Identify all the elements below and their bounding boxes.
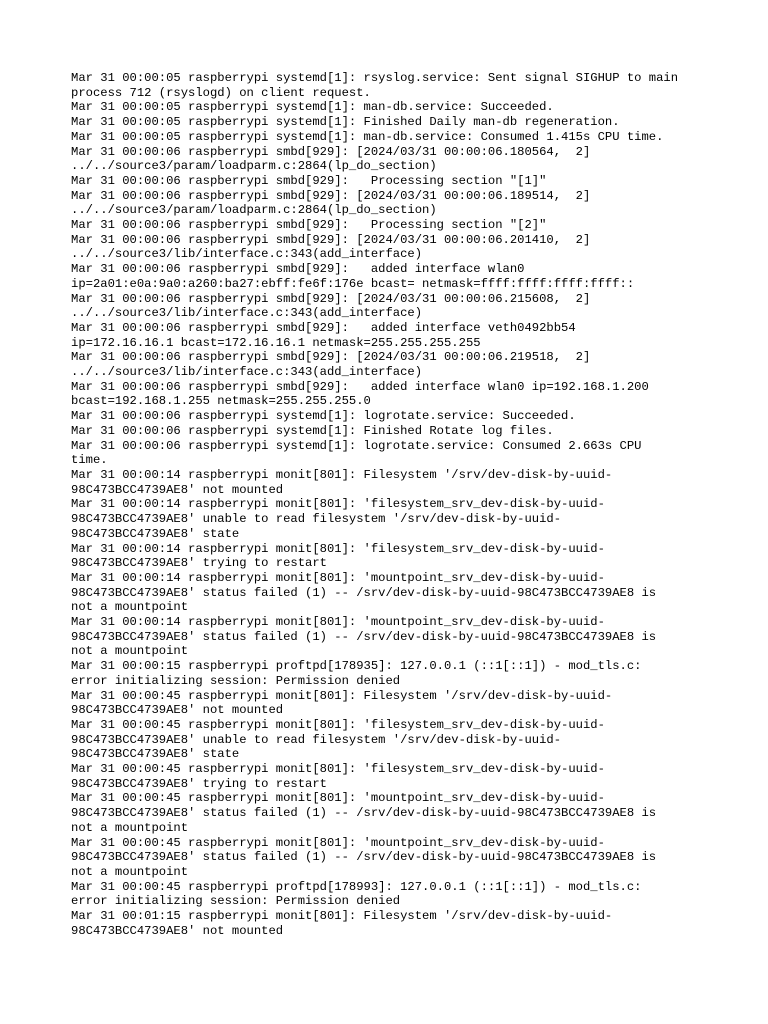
- log-line: error initializing session: Permission denied: [71, 673, 401, 688]
- log-line: not a mountpoint: [71, 644, 189, 659]
- log-line: Mar 31 00:00:14 raspberrypi monit[801]: Filesystem '/srv/dev-disk-by-uuid-: [71, 467, 613, 482]
- log-line: 98C473BCC4739AE8' not mounted: [71, 923, 284, 938]
- log-line: Mar 31 00:00:14 raspberrypi monit[801]: 'mountpoint_srv_dev-disk-by-uuid-: [71, 615, 605, 630]
- log-line: Mar 31 00:00:06 raspberrypi smbd[929]: [2024/03/31 00:00:06.180564, 2]: [71, 144, 591, 159]
- log-line: error initializing session: Permission denied: [71, 894, 401, 909]
- log-line: 98C473BCC4739AE8' unable to read filesystem '/srv/dev-disk-by-uuid-: [71, 732, 562, 747]
- log-line: Mar 31 00:00:06 raspberrypi smbd[929]: added interface wlan0 ip=192.168.1.200: [71, 379, 649, 394]
- log-line: 98C473BCC4739AE8' not mounted: [71, 482, 284, 497]
- log-line: Mar 31 00:00:06 raspberrypi smbd[929]: added interface wlan0: [71, 262, 525, 277]
- log-line: Mar 31 00:00:06 raspberrypi smbd[929]: Processing section "[2]": [71, 218, 547, 233]
- log-line: bcast=192.168.1.255 netmask=255.255.255.0: [71, 394, 371, 409]
- log-line: Mar 31 00:00:14 raspberrypi monit[801]: 'mountpoint_srv_dev-disk-by-uuid-: [71, 570, 605, 585]
- log-line: 98C473BCC4739AE8' not mounted: [71, 703, 284, 718]
- log-line: Mar 31 00:00:14 raspberrypi monit[801]: 'filesystem_srv_dev-disk-by-uuid-: [71, 541, 605, 556]
- log-line: Mar 31 00:00:06 raspberrypi smbd[929]: [2024/03/31 00:00:06.219518, 2]: [71, 350, 591, 365]
- log-line: ip=172.16.16.1 bcast=172.16.16.1 netmask=255.255.255.255: [71, 335, 481, 350]
- log-line: 98C473BCC4739AE8' state: [71, 526, 240, 541]
- log-line: Mar 31 00:00:05 raspberrypi systemd[1]: rsyslog.service: Sent signal SIGHUP to main: [71, 71, 679, 85]
- log-line: Mar 31 00:00:06 raspberrypi smbd[929]: [2024/03/31 00:00:06.189514, 2]: [71, 188, 591, 203]
- log-line: process 712 (rsyslogd) on client request.: [71, 85, 371, 100]
- log-line: Mar 31 00:00:45 raspberrypi monit[801]: 'filesystem_srv_dev-disk-by-uuid-: [71, 762, 605, 777]
- log-line: Mar 31 00:00:05 raspberrypi systemd[1]: man-db.service: Consumed 1.415s CPU time.: [71, 129, 664, 144]
- log-line: Mar 31 00:00:05 raspberrypi systemd[1]: man-db.service: Succeeded.: [71, 100, 554, 115]
- log-line: Mar 31 00:00:45 raspberrypi monit[801]: 'mountpoint_srv_dev-disk-by-uuid-: [71, 791, 605, 806]
- log-line: Mar 31 00:00:45 raspberrypi monit[801]: 'filesystem_srv_dev-disk-by-uuid-: [71, 717, 605, 732]
- log-line: not a mountpoint: [71, 864, 189, 879]
- log-line: Mar 31 00:00:45 raspberrypi monit[801]: Filesystem '/srv/dev-disk-by-uuid-: [71, 688, 613, 703]
- log-line: 98C473BCC4739AE8' status failed (1) -- /srv/dev-disk-by-uuid-98C473BCC4739AE8 is: [71, 629, 657, 644]
- log-line: ../../source3/param/loadparm.c:2864(lp_do_section): [71, 203, 437, 218]
- log-line: 98C473BCC4739AE8' status failed (1) -- /srv/dev-disk-by-uuid-98C473BCC4739AE8 is: [71, 850, 657, 865]
- log-line: not a mountpoint: [71, 600, 189, 615]
- log-line: ../../source3/lib/interface.c:343(add_interface): [71, 306, 423, 321]
- log-line: Mar 31 00:00:06 raspberrypi smbd[929]: Processing section "[1]": [71, 173, 547, 188]
- log-line: 98C473BCC4739AE8' state: [71, 747, 240, 762]
- log-line: not a mountpoint: [71, 820, 189, 835]
- log-line: ../../source3/lib/interface.c:343(add_interface): [71, 247, 423, 262]
- log-line: 98C473BCC4739AE8' trying to restart: [71, 776, 327, 791]
- log-line: ../../source3/lib/interface.c:343(add_interface): [71, 365, 423, 380]
- log-line: 98C473BCC4739AE8' status failed (1) -- /srv/dev-disk-by-uuid-98C473BCC4739AE8 is: [71, 585, 657, 600]
- log-line: Mar 31 00:00:06 raspberrypi systemd[1]: Finished Rotate log files.: [71, 423, 554, 438]
- log-document: [71, 71, 711, 938]
- log-line: ip=2a01:e0a:9a0:a260:ba27:ebff:fe6f:176e bcast= netmask=ffff:ffff:ffff:ffff::: [71, 276, 635, 291]
- log-line: Mar 31 00:00:06 raspberrypi smbd[929]: added interface veth0492bb54: [71, 320, 576, 335]
- log-line: time.: [71, 453, 108, 468]
- log-line: Mar 31 00:01:15 raspberrypi monit[801]: Filesystem '/srv/dev-disk-by-uuid-: [71, 909, 613, 924]
- log-line: Mar 31 00:00:45 raspberrypi proftpd[178993]: 127.0.0.1 (::1[::1]) - mod_tls.c:: [71, 879, 642, 894]
- log-line: Mar 31 00:00:45 raspberrypi monit[801]: 'mountpoint_srv_dev-disk-by-uuid-: [71, 835, 605, 850]
- log-line: 98C473BCC4739AE8' status failed (1) -- /srv/dev-disk-by-uuid-98C473BCC4739AE8 is: [71, 806, 657, 821]
- log-line: Mar 31 00:00:06 raspberrypi systemd[1]: logrotate.service: Succeeded.: [71, 409, 576, 424]
- log-line: Mar 31 00:00:14 raspberrypi monit[801]: 'filesystem_srv_dev-disk-by-uuid-: [71, 497, 605, 512]
- log-line: ../../source3/param/loadparm.c:2864(lp_do_section): [71, 159, 437, 174]
- log-line: Mar 31 00:00:06 raspberrypi systemd[1]: logrotate.service: Consumed 2.663s CPU: [71, 438, 642, 453]
- log-line: 98C473BCC4739AE8' trying to restart: [71, 556, 327, 571]
- log-line: Mar 31 00:00:15 raspberrypi proftpd[178935]: 127.0.0.1 (::1[::1]) - mod_tls.c:: [71, 659, 642, 674]
- log-line: 98C473BCC4739AE8' unable to read filesystem '/srv/dev-disk-by-uuid-: [71, 512, 562, 527]
- log-line: Mar 31 00:00:05 raspberrypi systemd[1]: Finished Daily man-db regeneration.: [71, 115, 620, 130]
- log-line: Mar 31 00:00:06 raspberrypi smbd[929]: [2024/03/31 00:00:06.201410, 2]: [71, 232, 591, 247]
- log-line: Mar 31 00:00:06 raspberrypi smbd[929]: [2024/03/31 00:00:06.215608, 2]: [71, 291, 591, 306]
